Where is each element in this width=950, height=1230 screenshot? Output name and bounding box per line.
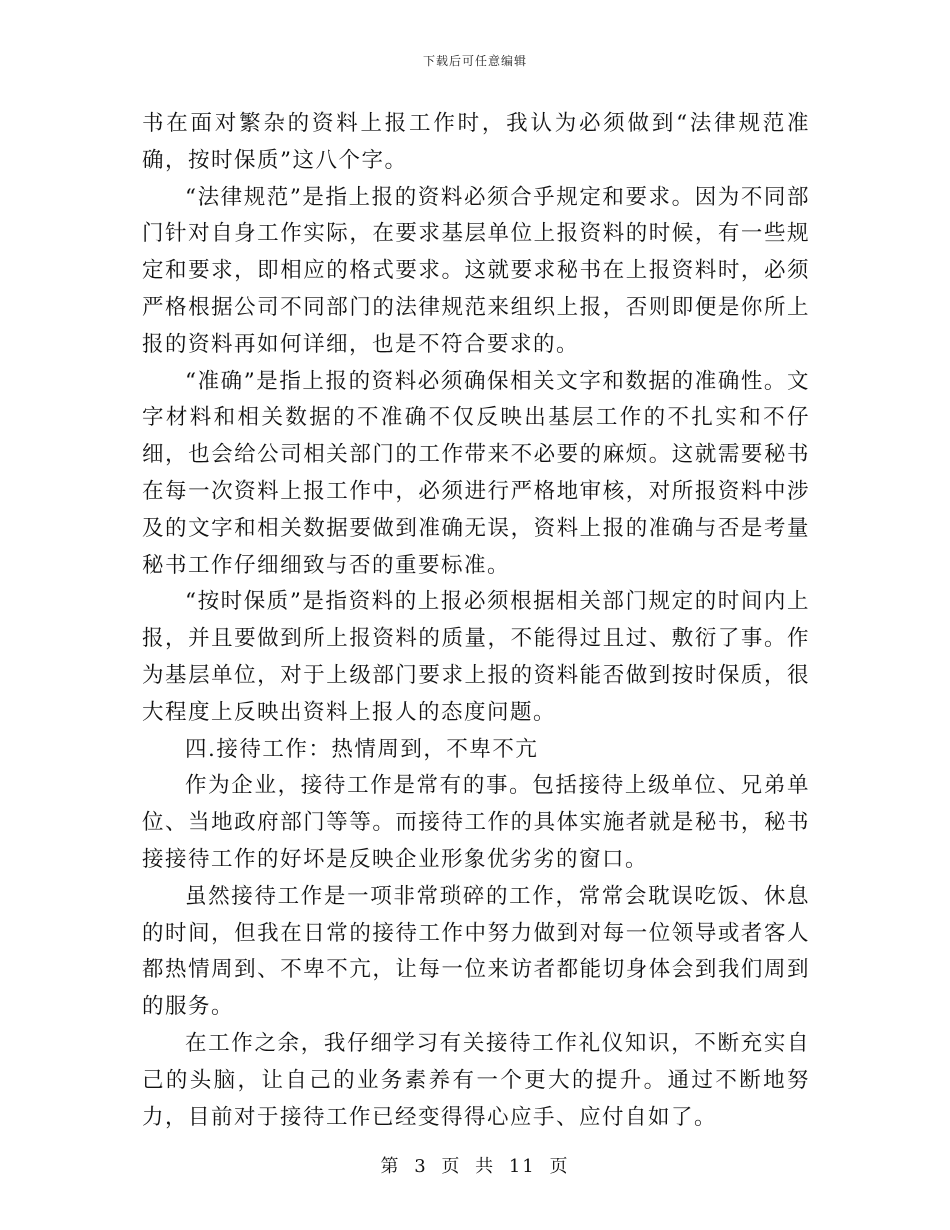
paragraph: “法律规范”是指上报的资料必须合乎规定和要求。因为不同部门针对自身工作实际，在要求基层单位上报资料的时候，有一些规定和要求，即相应的格式要求。这就要求秘书在上报资料时，必须严格根据公司不同部门的法律规范来组织上报，否则即便是你所上报的资料再如何详细，也是不符合要求的。 xyxy=(142,184,810,357)
paragraph: “按时保质”是指资料的上报必须根据相关部门规定的时间内上报，并且要做到所上报资料的质量，不能得过且过、敷衍了事。作为基层单位，对于上级部门要求上报的资料能否做到按时保质，很大程度上反映出资料上报人的态度问题。 xyxy=(142,589,810,725)
paragraph: 书在面对繁杂的资料上报工作时，我认为必须做到“法律规范准确，按时保质”这八个字。 xyxy=(142,111,810,173)
section-heading: 四.接待工作：热情周到，不卑不亢 xyxy=(185,736,539,762)
page-header: 下载后可任意编辑 xyxy=(422,54,527,68)
paragraph: 在工作之余，我仔细学习有关接待工作礼仪知识，不断充实自己的头脑，让自己的业务素养有一个更大的提升。通过不断地努力，目前对于接待工作已经变得得心应手、应付自如了。 xyxy=(142,1030,810,1130)
paragraph: “准确”是指上报的资料必须确保相关文字和数据的准确性。文字材料和相关数据的不准确不仅反映出基层工作的不扎实和不仔细，也会给公司相关部门的工作带来不必要的麻烦。这就需要秘书在每一次资料上报工作中，必须进行严格地审核，对所报资料中涉及的文字和相关数据要做到准确无误，资料上报的准确与否是考量秘书工作仔细细致与否的重要标准。 xyxy=(142,368,810,578)
document-body xyxy=(142,106,810,1136)
paragraph: 虽然接待工作是一项非常琐碎的工作，常常会耽误吃饭、休息的时间，但我在日常的接待工作中努力做到对每一位领导或者客人都热情周到、不卑不亢，让每一位来访者都能切身体会到我们周到的服务。 xyxy=(142,883,810,1020)
page-footer: 第 3 页 共 11 页 xyxy=(380,1156,570,1177)
paragraph: 作为企业，接待工作是常有的事。包括接待上级单位、兄弟单位、当地政府部门等等。而接待工作的具体实施者就是秘书，秘书接接待工作的好坏是反映企业形象优劣劣的窗口。 xyxy=(142,773,810,872)
